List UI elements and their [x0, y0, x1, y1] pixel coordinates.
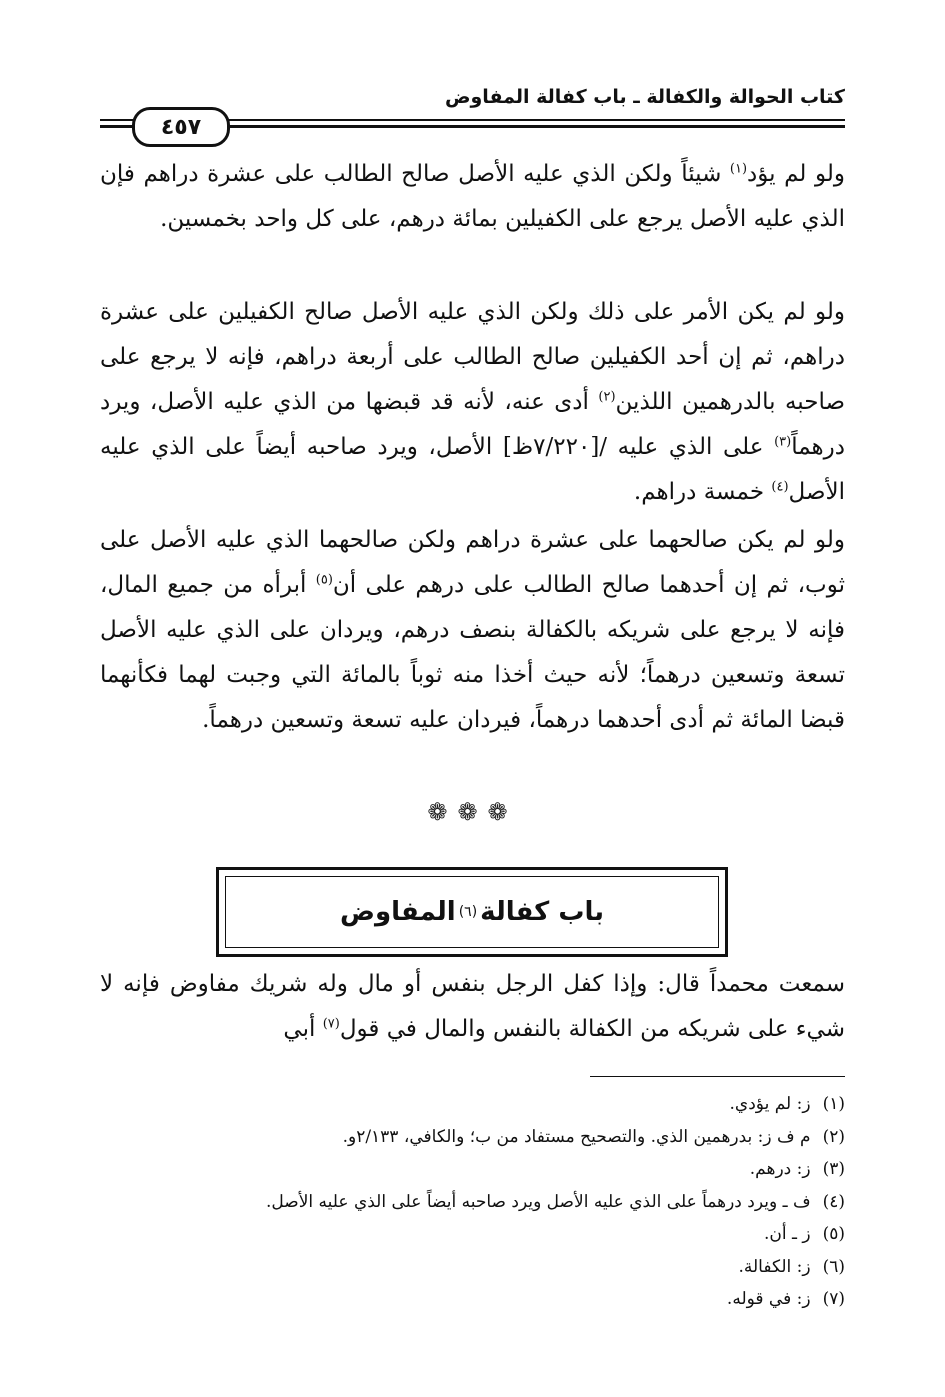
- paragraph-1-text-b: شيئاً ولكن الذي عليه الأصل صالح الطالب على عشرة دراهم فإن الذي عليه الأصل يرجع على الكفيلين بمائة درهم، على كل واحد بخمسين.: [100, 161, 845, 232]
- paragraph-2-text-b: أدى عنه، لأنه قد قبضها من الذي عليه الأصل، ويرد درهماً: [100, 389, 845, 460]
- footnote-ref-1: (١): [729, 161, 748, 177]
- footnote-3: [100, 1153, 845, 1186]
- footnote-number: (٢): [822, 1126, 845, 1147]
- footnote-text: ز ـ أن.: [763, 1224, 811, 1244]
- footnote-6: [100, 1251, 845, 1284]
- footnote-number: (١): [822, 1094, 845, 1114]
- footnote-text: م ف ز: بدرهمين الذي. والتصحيح مستفاد من ب؛ والكافي، ٢/١٣٣و.: [342, 1126, 811, 1147]
- footnote-number: (٤): [822, 1191, 845, 1212]
- footnote-text: ز: لم يؤدي.: [729, 1094, 811, 1114]
- footnote-1: [100, 1088, 845, 1121]
- page-number: ٤٥٧: [132, 107, 230, 147]
- chapter-paragraph-text-a: سمعت محمداً قال: وإذا كفل الرجل بنفس أو مال وله شريك مفاوض فإنه لا شيء على شريكه من الكفالة بالنفس والمال في قول: [100, 971, 845, 1042]
- footnote-4: [100, 1186, 845, 1219]
- paragraph-2-text-c: على الذي عليه /[٧/٢٢٠ظ] الأصل، ويرد صاحبه أيضاً على الذي عليه الأصل: [100, 434, 845, 505]
- footnote-rule: [590, 1076, 845, 1077]
- paragraph-3-text-b: أبرأه من جميع المال، فإنه لا يرجع على شريكه بالكفالة بنصف درهم، ويردان على الذي عليه الأصل تسعة وتسعين درهماً؛ لأنه حيث أخذا منه ثوباً بالمائة التي وجبت لهما فكأنهما قبضا المائة ثم أدى أحدهما درهماً، فيردان عليه تسعة وتسعين درهماً.: [100, 572, 845, 733]
- footnote-list: [100, 1088, 845, 1316]
- footnote-ref-4: (٤): [771, 479, 789, 495]
- footnote-ref-2: (٢): [598, 389, 616, 405]
- footnote-2: [100, 1121, 845, 1154]
- footnote-7: [100, 1283, 845, 1316]
- paragraph-1-text-a: ولو لم يؤد: [747, 161, 845, 187]
- footnote-ref-5: (٥): [315, 572, 333, 588]
- chapter-paragraph-text-b: أبي: [283, 1016, 323, 1042]
- chapter-title-text-b: المفاوض: [339, 897, 456, 927]
- paragraph-3-text-a: ولو لم يكن صالحهما على عشرة دراهم ولكن صالحهما الذي عليه الأصل على ثوب، ثم إن أحدهما صالح الطالب على درهم على أن: [100, 527, 845, 598]
- chapter-title-frame: [216, 867, 728, 957]
- chapter-title: باب كفالة (٦) المفاوض: [225, 876, 719, 948]
- footnote-text: ف ـ ويرد درهماً على الذي عليه الأصل ويرد صاحبه أيضاً على الذي عليه الأصل.: [266, 1191, 811, 1212]
- paragraph-2-text-d: خمسة دراهم.: [633, 479, 772, 505]
- footnote-text: ز: درهم.: [749, 1159, 811, 1179]
- footnote-number: (٣): [822, 1159, 845, 1179]
- running-title: كتاب الحوالة والكفالة ـ باب كفالة المفاوض: [444, 86, 845, 108]
- footnote-ref-3: (٣): [774, 434, 792, 450]
- footnote-number: (٥): [822, 1224, 845, 1244]
- footnote-text: ز: الكفالة.: [738, 1256, 811, 1277]
- chapter-title-text-a: باب كفالة: [480, 897, 605, 927]
- paragraph-1: [100, 152, 845, 242]
- footnote-text: ز: في قوله.: [726, 1289, 811, 1309]
- paragraph-2: [100, 290, 845, 515]
- footnote-5: [100, 1218, 845, 1251]
- footnote-ref-7: (٧): [322, 1016, 340, 1032]
- section-separator: ❁❁❁: [427, 798, 518, 826]
- footnote-number: (٦): [822, 1256, 845, 1277]
- paragraph-3: [100, 518, 845, 743]
- paragraph-2-text-a: ولو لم يكن الأمر على ذلك ولكن الذي عليه الأصل صالح الكفيلين على عشرة دراهم، ثم إن أحد الكفيلين صالح الطالب على أربعة دراهم، فإنه لا يرجع على صاحبه بالدرهمين اللذين: [100, 299, 845, 415]
- footnote-number: (٧): [822, 1289, 845, 1309]
- chapter-paragraph: [100, 962, 845, 1052]
